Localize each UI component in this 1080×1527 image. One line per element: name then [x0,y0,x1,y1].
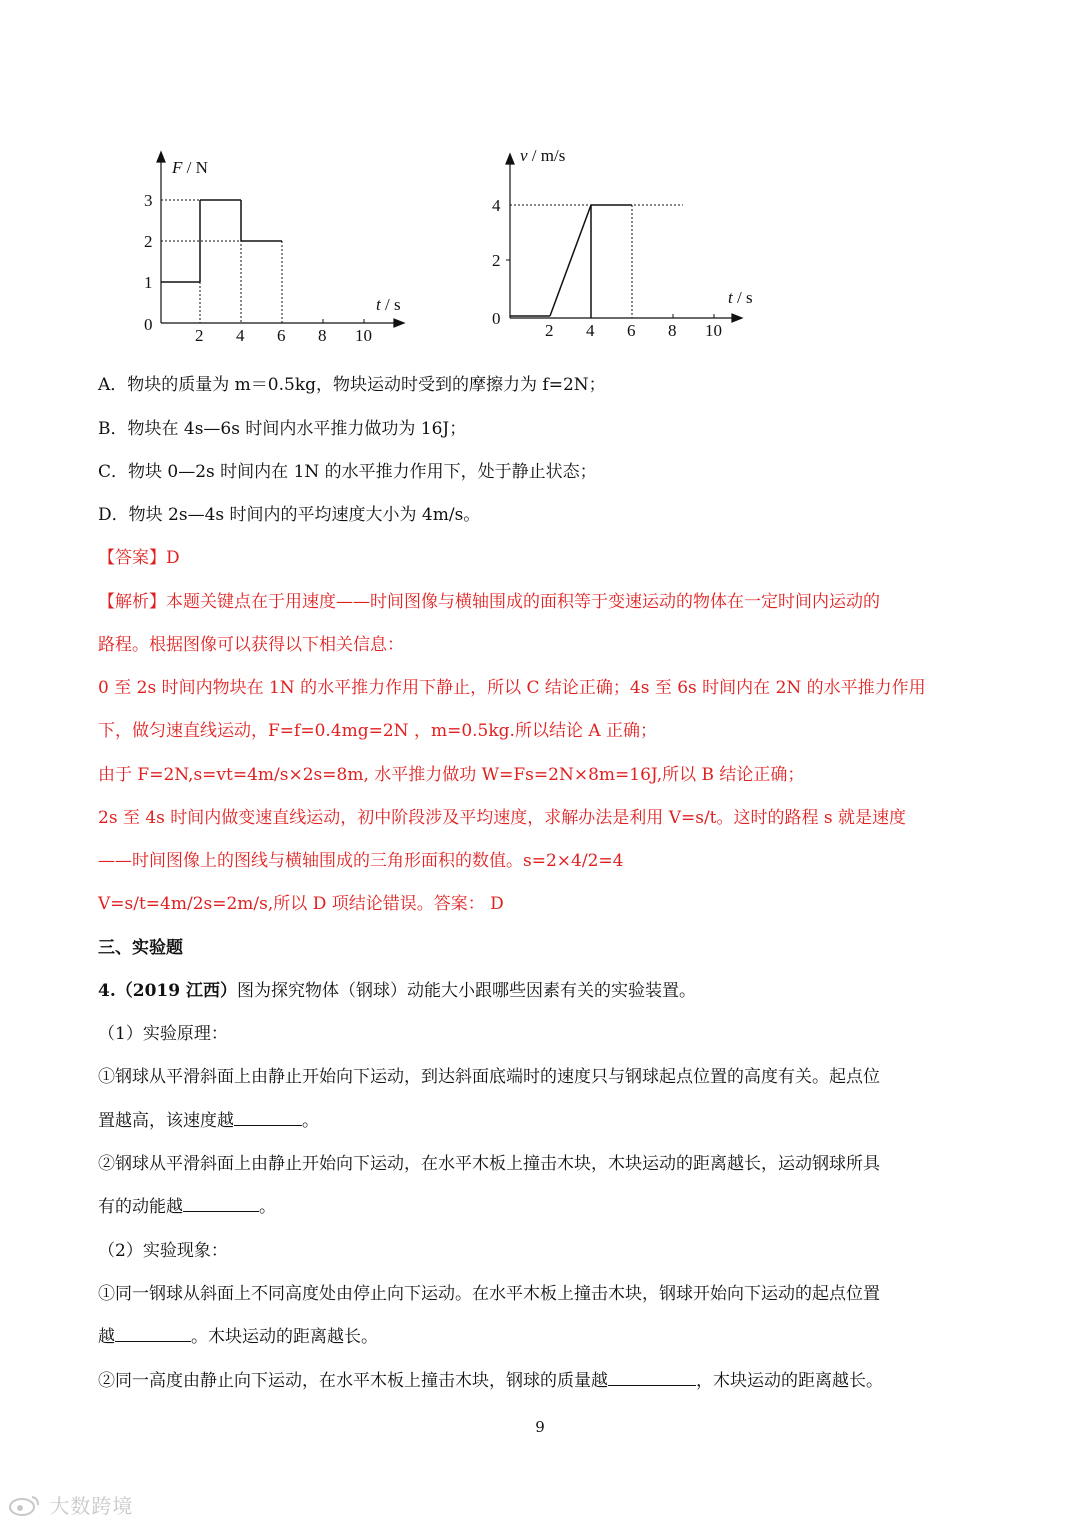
tick-x-2: 2 [545,321,554,340]
y-axis-arrow [506,154,514,164]
section-heading: 三、实验题 [98,938,183,958]
question-number: 4.（2019 江西） [98,981,237,1001]
part-2-item-2: ②同一高度由静止向下运动，在水平木板上撞击木块，钢球的质量越 ，木块运动的距离越长。 [98,1366,883,1391]
weibo-logo-icon [8,1493,42,1517]
analysis-line-8: V=s/t=4m/2s=2m/s,所以 D 项结论错误。答案： D [98,894,504,914]
velocity-ramp-2-4 [550,205,591,316]
option-d: D．物块 2s—4s 时间内的平均速度大小为 4m/s。 [98,505,481,525]
part-2-item-1-line-2: 越 。木块运动的距离越长。 [98,1322,378,1347]
x-axis-arrow [732,314,742,322]
watermark: 大数跨境 [8,1490,133,1519]
analysis-line-3: 0 至 2s 时间内物块在 1N 的水平推力作用下静止，所以 C 结论正确；4s 至 6s 时间内在 2N 的水平推力作用 [98,678,926,698]
tick-x-8: 8 [318,326,327,345]
tick-x-10: 10 [705,321,722,340]
analysis-line-6: 2s 至 4s 时间内做变速直线运动，初中阶段涉及平均速度，求解办法是利用 V=s/t。这时的路程 s 就是速度 [98,808,907,828]
part-2-item-1-line-1: ①同一钢球从斜面上不同高度处由停止向下运动。在水平木板上撞击木块，钢球开始向下运动的起点位置 [98,1284,880,1304]
question-text: 图为探究物体（钢球）动能大小跟哪些因素有关的实验装置。 [236,981,696,1001]
y-axis-arrow [157,152,165,162]
tick-x-8: 8 [668,321,677,340]
tick-x-6: 6 [277,326,286,345]
part-1-title: （1）实验原理： [98,1024,228,1044]
tick-x-4: 4 [236,326,245,345]
part-1-item-2-line-1: ②钢球从平滑斜面上由静止开始向下运动，在水平木板上撞击木块，木块运动的距离越长，运动钢球所具 [98,1154,880,1174]
force-time-chart [130,140,430,355]
tick-y-4: 4 [492,196,501,215]
option-c: C．物块 0—2s 时间内在 1N 的水平推力作用下，处于静止状态； [98,462,597,482]
option-b: B．物块在 4s—6s 时间内水平推力做功为 16J； [98,419,467,439]
analysis-line-5: 由于 F=2N,s=vt=4m/s×2s=8m, 水平推力做功 W=Fs=2N×8m=16J,所以 B 结论正确； [98,765,805,785]
x-axis-arrow [394,319,404,327]
tick-x-6: 6 [627,321,636,340]
tick-y-2: 2 [144,232,153,251]
answer-blank[interactable] [183,1193,259,1212]
option-a: A．物块的质量为 m＝0.5kg，物块运动时受到的摩擦力为 f=2N； [98,375,606,395]
page-number: 9 [535,1418,545,1436]
question-4-stem [98,976,696,1001]
y-axis-label: F / N [172,158,208,177]
tick-x-2: 2 [195,326,204,345]
analysis-line-1: 【解析】本题关键点在于用速度——时间图像与横轴围成的面积等于变速运动的物体在一定时间内运动的 [98,592,880,612]
answer: 【答案】D [98,548,180,568]
answer-blank[interactable] [234,1107,302,1126]
part-1-item-1-line-1: ①钢球从平滑斜面上由静止开始向下运动，到达斜面底端时的速度只与钢球起点位置的高度有关。起点位 [98,1067,880,1087]
answer-blank[interactable] [115,1323,191,1342]
origin-label: 0 [144,315,153,334]
part-1-item-1-line-2: 置越高，该速度越 。 [98,1106,319,1131]
part-1-item-2-line-2: 有的动能越 。 [98,1192,276,1217]
velocity-time-chart [470,138,780,348]
tick-x-10: 10 [355,326,372,345]
analysis-line-2: 路程。根据图像可以获得以下相关信息： [98,635,404,655]
x-axis-label: t / s [728,288,753,307]
tick-y-1: 1 [144,273,153,292]
analysis-line-7: ——时间图像上的图线与横轴围成的三角形面积的数值。s=2×4/2=4 [98,851,624,871]
analysis-line-4: 下，做匀速直线运动，F=f=0.4mg=2N ，m=0.5kg.所以结论 A 正确； [98,721,658,741]
x-axis-label: t / s [376,295,401,314]
y-axis-label: v / m/s [520,146,566,165]
origin-label: 0 [492,309,501,328]
tick-y-2: 2 [492,251,501,270]
answer-blank[interactable] [608,1367,696,1386]
tick-x-4: 4 [586,321,595,340]
tick-y-3: 3 [144,191,153,210]
part-2-title: （2）实验现象： [98,1241,228,1261]
